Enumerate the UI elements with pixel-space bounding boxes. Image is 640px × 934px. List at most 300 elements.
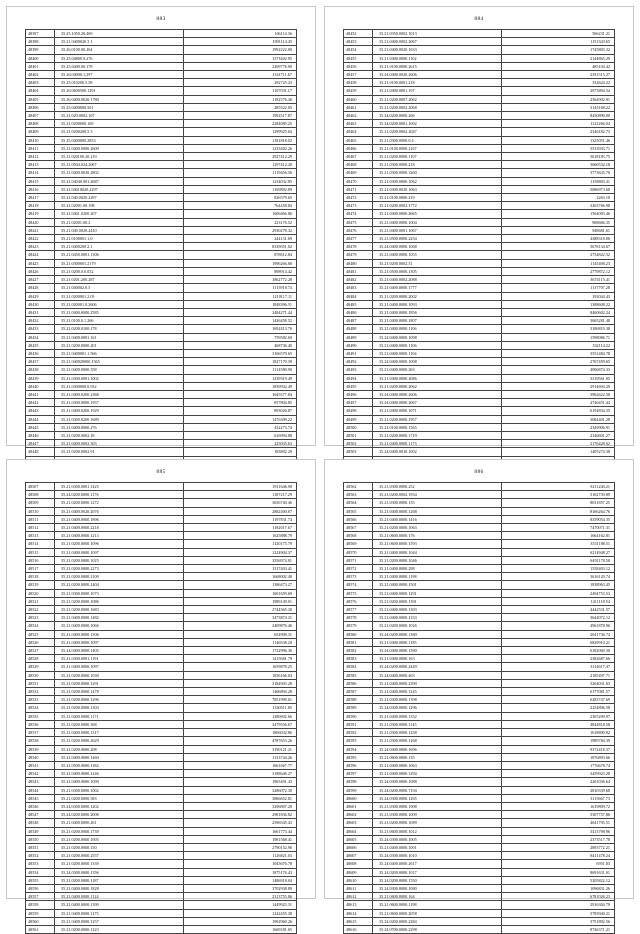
row-id-cell: 48572 [344,565,373,573]
row-amount-cell: 1601659.69 [184,589,297,597]
table-row [26,292,297,300]
row-code-cell: 35.26.0100.00.204 [55,46,184,54]
table-row [344,524,615,532]
row-amount-cell: 332114.22 [502,341,615,349]
table-row [344,407,615,415]
row-code-cell: 35.21.0200.0000.368 [55,720,184,728]
row-code-cell: 35.24.0400.0000.1098 [373,333,502,341]
row-code-cell: 35.21.0400.0000.1291 [373,589,502,597]
row-id-cell: 48554 [26,868,55,876]
row-code-cell: 35.21.0300.0020.1063 [373,185,502,193]
row-id-cell: 48498 [344,407,373,415]
row-code-cell: 35.24.0200.0000.1017 [373,868,502,876]
row-id-cell: 48601 [344,802,373,810]
row-code-cell: 35.25.04800.9.276 [55,54,184,62]
table-row [26,860,297,868]
row-code-cell: 35.21.0400.0000.2600 [55,144,184,152]
row-code-cell: 35.21.0400.0000.1097 [55,548,184,556]
row-code-cell: 35.21.0100.0000.219 [373,194,502,202]
table-row [344,112,615,120]
row-amount-cell: 3186819.38 [502,325,615,333]
row-code-cell: 35.21.0100.0000.1565 [373,423,502,431]
row-id-cell: 48595 [344,753,373,761]
row-code-cell: 35.21.0200.0002.2047 [373,128,502,136]
table-row [26,243,297,251]
row-id-cell: 48517 [26,565,55,573]
row-code-cell: 35.21.0400.0000.1066 [55,622,184,630]
row-code-cell: 35.21.0400.0000.163 [373,655,502,663]
row-amount-cell: 2930278.32 [184,226,297,234]
row-amount-cell: 759582.60 [184,333,297,341]
table-row [344,341,615,349]
row-id-cell: 48534 [26,704,55,712]
row-amount-cell: 292725.23 [184,79,297,87]
row-id-cell: 48438 [26,366,55,374]
table-row [344,802,615,810]
row-code-cell: 35.26.04000.1,297 [55,71,184,79]
row-code-cell: 35.21.0400.0000.1099 [55,778,184,786]
row-amount-cell: 4388318.06 [502,235,615,243]
row-amount-cell: 1146538.28 [184,638,297,646]
row-code-cell: 35.21.04040.001.2687 [55,177,184,185]
row-code-cell: 35.21.0600.0000.155 [373,753,502,761]
table-row [344,548,615,556]
table-row [344,761,615,769]
table-row [344,638,615,646]
row-code-cell: 35.24.0400.0020.2606 [373,71,502,79]
table-row [26,720,297,728]
row-id-cell: 48552 [26,852,55,860]
row-code-cell: 35.21.0400.0000.1093 [373,300,502,308]
row-code-cell: 35.21.0200.0000.1107 [373,153,502,161]
row-id-cell: 48584 [344,663,373,671]
row-amount-cell: 1317403.41 [184,565,297,573]
table-row [26,251,297,259]
row-code-cell: 35.21.0400.0000.1482 [55,614,184,622]
row-amount-cell: 1625888.79 [184,532,297,540]
row-amount-cell: 3479556.67 [184,720,297,728]
table-row [26,548,297,556]
row-amount-cell: 8411478.24 [502,852,615,860]
row-code-cell: 35.24.0300.0000.1202 [55,802,184,810]
row-amount-cell: 1848396.51 [184,300,297,308]
table-row [26,46,297,54]
row-id-cell: 48475 [344,218,373,226]
table-row [344,120,615,128]
row-id-cell: 48578 [344,614,373,622]
table-row [344,794,615,802]
row-code-cell: 35.24.0300.0000.1356 [55,868,184,876]
row-id-cell: 48502 [344,440,373,448]
table-row [344,202,615,210]
row-id-cell: 48478 [344,243,373,251]
table-row [344,696,615,704]
table-row [344,589,615,597]
table-row [344,925,615,933]
table-row [344,811,615,819]
table-row [344,819,615,827]
row-id-cell: 48400 [26,54,55,62]
row-code-cell: 35.24.0300.0000.1005 [373,835,502,843]
row-code-cell: 35.21.040002.0.5 [55,284,184,292]
table-row [26,761,297,769]
table-row [344,778,615,786]
row-code-cell: 35.21.0300.0200.1689 [55,415,184,423]
row-id-cell: 48524 [26,622,55,630]
row-id-cell: 48543 [26,778,55,786]
row-amount-cell: 8691631.01 [502,868,615,876]
row-id-cell: 48459 [344,87,373,95]
row-amount-cell: 1197831.74 [184,515,297,523]
row-id-cell: 48526 [26,638,55,646]
row-amount-cell: 4746451.44 [502,399,615,407]
row-code-cell: 35.21.0300.0000.1073 [55,589,184,597]
row-id-cell: 48609 [344,868,373,876]
row-id-cell: 48548 [26,819,55,827]
row-id-cell: 48573 [344,573,373,581]
row-amount-cell: 1862772.28 [184,276,297,284]
row-amount-cell: 3166579.65 [184,349,297,357]
table-row [344,753,615,761]
row-id-cell: 48612 [344,893,373,901]
row-id-cell: 48614 [344,909,373,917]
row-code-cell: 35.21.0200.0000.1478 [55,688,184,696]
row-id-cell: 48535 [26,712,55,720]
row-code-cell: 35.21.0200.0002.1934 [373,491,502,499]
table-row [26,786,297,794]
table-row [26,638,297,646]
row-code-cell: 35.24.0300.0000.1265 [373,794,502,802]
row-id-cell: 48561 [26,925,55,933]
row-id-cell: 48585 [344,671,373,679]
table-row [26,267,297,275]
page-title: 884 [474,16,484,22]
row-id-cell: 48496 [344,390,373,398]
row-id-cell: 48469 [344,169,373,177]
row-code-cell: 35.24.0400.0000.1068 [373,243,502,251]
row-amount-cell: 2041736.74 [502,630,615,638]
row-id-cell: 48550 [26,835,55,843]
row-code-cell: 35.21.0100.0000.2615 [373,62,502,70]
table-row [344,556,615,564]
row-id-cell: 48547 [26,811,55,819]
row-amount-cell: 4844818.58 [502,720,615,728]
table-row [26,431,297,439]
row-amount-cell: 3773635.70 [502,169,615,177]
row-amount-cell: 1573402.95 [184,54,297,62]
table-row [26,95,297,103]
row-code-cell: 35.24.0200.0000.1550 [373,876,502,884]
row-code-cell: 35.21.0200200.5.3 [55,128,184,136]
row-code-cell: 35.21.0400.0000.1044 [373,548,502,556]
row-id-cell: 48446 [26,431,55,439]
row-amount-cell: 1234032.85 [184,177,297,185]
row-code-cell: 35.21.0400.0000.1246 [55,770,184,778]
row-id-cell: 48425 [26,259,55,267]
row-amount-cell: 3674115.41 [502,276,615,284]
row-amount-cell: 5086973.68 [502,185,615,193]
row-code-cell: 35.24.0400.0000.2067 [373,399,502,407]
row-id-cell: 48541 [26,761,55,769]
table-row [344,909,615,917]
table-row [26,827,297,835]
row-amount-cell: 2382687.66 [502,655,615,663]
row-code-cell: 35.21.0400.0200.2368 [55,390,184,398]
table-row [344,507,615,515]
row-amount-cell: 2176428.62 [502,440,615,448]
row-id-cell: 48429 [26,292,55,300]
row-id-cell: 48427 [26,276,55,284]
row-code-cell: 35.21.0400.0000.1317 [55,729,184,737]
table-row [344,366,615,374]
row-amount-cell: 1239319.49 [184,374,297,382]
row-amount-cell: 2209776.90 [184,62,297,70]
row-amount-cell: 3188646.27 [184,770,297,778]
table-row [344,349,615,357]
row-id-cell: 48424 [26,251,55,259]
table-row [344,431,615,439]
row-id-cell: 48571 [344,556,373,564]
row-code-cell: 35.21.0400.0000.1055 [373,251,502,259]
row-code-cell: 35.21.0400.0000.2390 [373,679,502,687]
row-id-cell: 48532 [26,688,55,696]
table-row [344,893,615,901]
row-amount-cell: 5162739.89 [502,491,615,499]
row-amount-cell: 1664162.81 [502,532,615,540]
table-row [26,144,297,152]
row-amount-cell: 1992222.00 [184,46,297,54]
row-amount-cell: 3084401.28 [502,415,615,423]
table-row [26,333,297,341]
row-id-cell: 48602 [344,811,373,819]
row-amount-cell: 3413798.96 [502,827,615,835]
table-row [344,884,615,892]
row-code-cell: 35.24.0200.0000.1380 [373,630,502,638]
row-id-cell: 48485 [344,300,373,308]
row-code-cell: 35.21.0200.0.0.052 [55,267,184,275]
row-amount-cell: 2927412.29 [184,153,297,161]
row-id-cell: 48516 [26,556,55,564]
table-row [26,300,297,308]
row-amount-cell: 8359054.35 [502,515,615,523]
row-id-cell: 48615 [344,917,373,925]
row-code-cell: 35.21.0400.0001.1067 [373,226,502,234]
row-amount-cell: 3702938.89 [184,884,297,892]
row-amount-cell: 432273.74 [184,423,297,431]
row-amount-cell: 1645577.84 [184,390,297,398]
row-id-cell: 48549 [26,827,55,835]
table-row [26,802,297,810]
row-amount-cell: 1606466.86 [184,210,297,218]
row-id-cell: 48402 [26,71,55,79]
row-id-cell: 48575 [344,589,373,597]
row-id-cell: 48567 [344,524,373,532]
row-amount-cell: 1992517.87 [184,112,297,120]
table-row [26,390,297,398]
row-code-cell: 35.21.0300.0001.1191 [55,655,184,663]
row-id-cell: 48410 [26,136,55,144]
row-amount-cell: 2305209.97 [502,712,615,720]
row-code-cell: 35.21.0200.0002.91 [55,448,184,456]
row-id-cell: 48574 [344,581,373,589]
row-code-cell: 35.21.0400.0000.1102 [373,54,502,62]
row-code-cell: 35.21.0400.0000.1213 [55,532,184,540]
row-id-cell: 48404 [26,87,55,95]
row-id-cell: 48566 [344,515,373,523]
row-amount-cell: 1182576.40 [184,95,297,103]
page-title: 885 [156,469,166,475]
row-amount-cell: 1564003.46 [502,210,615,218]
table-row [344,308,615,316]
row-amount-cell: 2744365.30 [184,606,297,614]
row-id-cell: 48501 [344,431,373,439]
row-amount-cell: 1876893.66 [502,753,615,761]
table-row [344,876,615,884]
row-id-cell: 48411 [26,144,55,152]
table-row [26,597,297,605]
table-row [344,194,615,202]
row-id-cell: 48588 [344,696,373,704]
row-amount-cell: 968666.35 [502,218,615,226]
row-code-cell: 35.21.0400.0000.261 [55,819,184,827]
row-code-cell: 35.25.0400000.2853 [55,136,184,144]
row-id-cell: 48538 [26,737,55,745]
table-row [344,399,615,407]
row-amount-cell: 1280692.66 [184,712,297,720]
row-id-cell: 48590 [344,712,373,720]
row-code-cell: 35.21.0300001.2179 [55,259,184,267]
row-code-cell: 35.21.0300.0000.0.4 [373,136,502,144]
row-code-cell: 35.21.020.0002.107 [55,112,184,120]
row-code-cell: 35.21.0300.0000.1009 [373,811,502,819]
row-id-cell: 48448 [26,448,55,456]
row-amount-cell: 1405274.38 [502,448,615,456]
row-id-cell: 48422 [26,235,55,243]
row-id-cell: 48536 [26,720,55,728]
row-id-cell: 48600 [344,794,373,802]
row-id-cell: 48452 [344,30,373,38]
row-id-cell: 48608 [344,860,373,868]
row-code-cell: 35.21.0200.0000.1025 [55,556,184,564]
table-row [344,317,615,325]
row-code-cell: 35.24.0200.0001.1002 [373,120,502,128]
row-code-cell: 35.21.0200.0000.2100 [55,573,184,581]
table-row [344,704,615,712]
row-code-cell: 35.26.0400.0020.1780 [55,95,184,103]
row-id-cell: 48513 [26,532,55,540]
table-row [344,276,615,284]
row-id-cell: 48458 [344,79,373,87]
row-id-cell: 48515 [26,548,55,556]
table-row [26,507,297,515]
row-code-cell: 35.21.0200.0000.1296 [55,696,184,704]
row-id-cell: 48523 [26,614,55,622]
row-id-cell: 48397 [26,30,55,38]
table-row [344,358,615,366]
table-row [26,737,297,745]
row-code-cell: 35.25.010200.5.58 [55,79,184,87]
row-id-cell: 48518 [26,573,55,581]
row-id-cell: 48407 [26,112,55,120]
row-amount-cell: 2254896.58 [502,704,615,712]
table-row [344,630,615,638]
row-code-cell: 35.21.0504.024.2067 [55,161,184,169]
table-row [344,483,615,491]
row-id-cell: 48486 [344,308,373,316]
table-row [26,325,297,333]
document-page-886 [324,459,634,932]
row-code-cell: 35.21.040020000.1565 [55,358,184,366]
row-amount-cell: 2494753.53 [502,589,615,597]
row-amount-cell: 485104.42 [502,62,615,70]
table-row [26,524,297,532]
row-id-cell: 48503 [344,448,373,456]
row-code-cell: 35.21.0400.0000.358 [55,366,184,374]
row-amount-cell: 4041795.51 [502,819,615,827]
row-id-cell: 48405 [26,95,55,103]
row-id-cell: 48491 [344,349,373,357]
row-code-cell: 35.21.0400.0000.1303 [373,606,502,614]
row-amount-cell: 1169892.89 [184,185,297,193]
table-row [344,46,615,54]
table-row [344,614,615,622]
row-amount-cell: 3190121.21 [184,745,297,753]
row-amount-cell: 8450890.00 [502,112,615,120]
table-row [344,712,615,720]
row-id-cell: 48606 [344,843,373,851]
row-code-cell: 35.21.0400.0002.303 [55,440,184,448]
table-row [344,103,615,111]
row-id-cell: 48539 [26,745,55,753]
table-row [26,226,297,234]
row-code-cell: 35.21.0400.0000.1233 [373,614,502,622]
row-id-cell: 48493 [344,366,373,374]
table-row [26,688,297,696]
row-id-cell: 48586 [344,679,373,687]
row-code-cell: 35.21.0200.0000.1063 [373,524,502,532]
row-amount-cell: 7470071.31 [502,524,615,532]
row-id-cell: 48464 [344,128,373,136]
table-row [26,622,297,630]
table-row [344,729,615,737]
row-code-cell: 35.21.0400.0000.1777 [373,284,502,292]
row-amount-cell: 8746371.21 [502,925,615,933]
table-row [344,226,615,234]
row-id-cell: 48546 [26,802,55,810]
row-id-cell: 48565 [344,507,373,515]
row-amount-cell: 1722996.36 [184,647,297,655]
row-id-cell: 48494 [344,374,373,382]
row-code-cell: 35.21.0200.0000.1739 [55,827,184,835]
row-id-cell: 48463 [344,120,373,128]
row-amount-cell: 1989784.39 [502,737,615,745]
row-id-cell: 48462 [344,112,373,120]
row-amount-cell: 6951.83 [502,860,615,868]
row-code-cell: 35.21.0300.0000.218 [373,161,502,169]
row-code-cell: 35.24.0200.0000.2284 [373,917,502,925]
table-row [26,317,297,325]
row-code-cell: 35.21.0200.0000.1096 [55,540,184,548]
row-amount-cell: 2914694.29 [502,382,615,390]
table-row [344,647,615,655]
table-row [26,696,297,704]
row-id-cell: 48533 [26,696,55,704]
row-amount-cell: 244131.69 [184,235,297,243]
row-amount-cell: 1181818.02 [184,136,297,144]
row-amount-cell: 1618800.92 [502,729,615,737]
table-row [26,382,297,390]
row-code-cell: 35.21.0200.0000.2002 [373,292,502,300]
